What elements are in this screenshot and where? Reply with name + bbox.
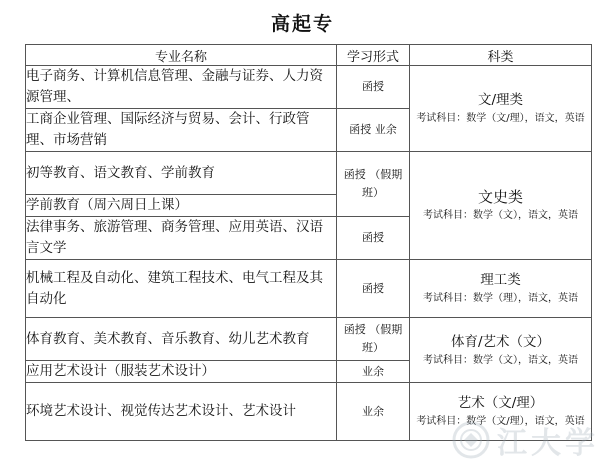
form-cell: 业余 [337,383,410,441]
major-cell: 环境艺术设计、视觉传达艺术设计、艺术设计 [26,383,337,441]
category-cell [410,66,592,152]
header-form: 学习形式 [337,45,410,66]
major-cell: 机械工程及自动化、建筑工程技术、电气工程及其自动化 [26,260,337,318]
category-title: 艺术（文/理） [457,395,544,411]
header-row [26,45,592,66]
category-title: 体育/艺术（文） [450,333,551,350]
category-exam-note: 考试科目：数学（文/理），语文，英语 [416,416,585,427]
majors-table [25,44,592,441]
form-cell: 函授 [337,260,410,318]
category-exam-note: 考试科目：数学（文），语文，英语 [423,354,578,366]
major-cell: 法律事务、旅游管理、商务管理、应用英语、汉语言文学 [26,217,337,260]
header-major: 专业名称 [26,45,337,66]
category-exam-note: 考试科目：数学（文），语文，英语 [423,210,578,221]
major-cell: 工商企业管理、国际经济与贸易、会计、行政管理、市场营销 [26,109,337,152]
category-title: 理工类 [480,272,521,288]
table-row [26,383,592,441]
category-cell [410,383,592,441]
form-cell: 函授 （假期班） [337,318,410,361]
category-cell [410,260,592,318]
major-cell: 初等教育、语文教育、学前教育 [26,152,337,195]
major-cell: 应用艺术设计（服装艺术设计） [26,361,337,383]
major-cell: 电子商务、计算机信息管理、金融与证券、人力资源管理、 [26,66,337,109]
table-row [26,260,592,318]
form-cell: 函授 业余 [337,109,410,152]
watermark-text: 江大学 [497,426,599,461]
form-cell: 函授 [337,66,410,109]
form-cell: 函授 （假期班） [337,152,410,217]
page-title: 高起专 [270,13,334,35]
major-cell: 学前教育（周六周日上课） [26,195,337,217]
category-exam-note: 考试科目：数学（文/理），语文，英语 [416,113,585,124]
form-cell: 函授 [337,217,410,260]
category-title: 文/理类 [477,92,524,108]
major-cell: 体育教育、美术教育、音乐教育、幼儿艺术教育 [26,318,337,361]
header-category: 科类 [410,45,592,66]
category-cell [410,152,592,260]
table-row [26,152,592,195]
category-exam-note: 考试科目：数学（理），语文，英语 [423,293,578,304]
category-cell [410,318,592,383]
table-row [26,66,592,109]
table-row [26,318,592,361]
category-title: 文史类 [477,188,523,206]
form-cell: 业余 [337,361,410,383]
